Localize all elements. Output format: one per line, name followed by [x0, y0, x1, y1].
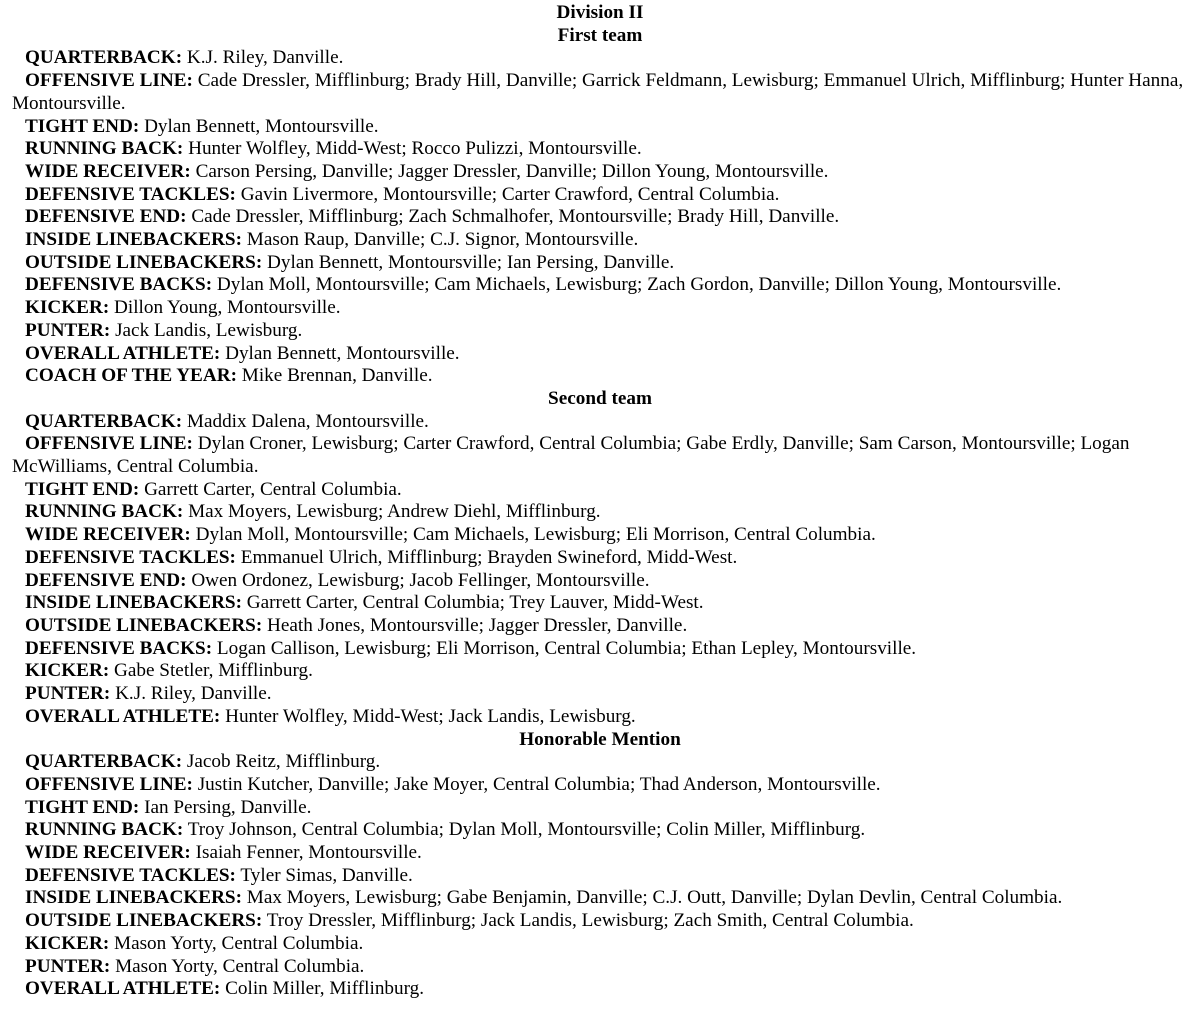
position-entry: [12, 706, 1188, 729]
players-list: Carson Persing, Danville; Jagger Dressler, Danville; Dillon Young, Montoursville.: [195, 160, 829, 182]
position-label: KICKER:: [25, 297, 110, 319]
team-section: [12, 25, 1188, 388]
position-entry: [12, 184, 1188, 207]
position-entry: [12, 229, 1188, 252]
players-list: Troy Dressler, Mifflinburg; Jack Landis, Lewisburg; Zach Smith, Central Columbia.: [266, 910, 914, 932]
players-list: Emmanuel Ulrich, Mifflinburg; Brayden Swineford, Midd-West.: [240, 546, 738, 568]
position-label: QUARTERBACK:: [25, 410, 183, 432]
position-entry: [12, 297, 1188, 320]
position-entry: [12, 638, 1188, 661]
position-label: COACH OF THE YEAR:: [25, 365, 237, 387]
players-list: Dylan Bennett, Montoursville; Ian Persing, Danville.: [267, 251, 675, 273]
position-label: OFFENSIVE LINE:: [25, 773, 193, 795]
position-entry: [12, 615, 1188, 638]
position-label: OFFENSIVE LINE:: [25, 433, 193, 455]
position-entry: [12, 479, 1188, 502]
players-list: Hunter Wolfley, Midd-West; Rocco Pulizzi, Montoursville.: [188, 138, 642, 160]
players-list: Dylan Moll, Montoursville; Cam Michaels, Lewisburg; Eli Morrison, Central Columbia.: [195, 524, 876, 546]
players-list: Dylan Bennett, Montoursville.: [225, 342, 460, 364]
position-entry: [12, 819, 1188, 842]
players-list: Colin Miller, Mifflinburg.: [225, 978, 425, 1000]
position-label: PUNTER:: [25, 955, 111, 977]
players-list: Gavin Livermore, Montoursville; Carter Crawford, Central Columbia.: [240, 183, 780, 205]
players-list: Mike Brennan, Danville.: [241, 365, 433, 387]
players-list: Garrett Carter, Central Columbia; Trey Lauver, Midd-West.: [246, 592, 704, 614]
position-label: WIDE RECEIVER:: [25, 842, 191, 864]
position-label: RUNNING BACK:: [25, 501, 184, 523]
players-list: Owen Ordonez, Lewisburg; Jacob Fellinger, Montoursville.: [191, 569, 650, 591]
players-list: Ian Persing, Danville.: [144, 796, 312, 818]
position-label: INSIDE LINEBACKERS:: [25, 229, 242, 251]
position-entry: [12, 842, 1188, 865]
position-entry: [12, 47, 1188, 70]
position-entry: [12, 547, 1188, 570]
position-label: OVERALL ATHLETE:: [25, 705, 221, 727]
players-list: Dylan Bennett, Montoursville.: [144, 115, 379, 137]
position-label: RUNNING BACK:: [25, 138, 184, 160]
position-label: OUTSIDE LINEBACKERS:: [25, 910, 263, 932]
position-entry: [12, 910, 1188, 933]
position-entry: [12, 274, 1188, 297]
position-entry: [12, 70, 1188, 115]
players-list: Maddix Dalena, Montoursville.: [186, 410, 429, 432]
position-label: PUNTER:: [25, 319, 111, 341]
players-list: Max Moyers, Lewisburg; Gabe Benjamin, Danville; C.J. Outt, Danville; Dylan Devlin, Central Columbia.: [246, 887, 1063, 909]
position-entry: [12, 343, 1188, 366]
players-list: Heath Jones, Montoursville; Jagger Dressler, Danville.: [267, 614, 688, 636]
players-list: Mason Yorty, Central Columbia.: [114, 932, 364, 954]
position-entry: [12, 206, 1188, 229]
players-list: K.J. Riley, Danville.: [115, 683, 272, 705]
position-entry: [12, 320, 1188, 343]
players-list: Garrett Carter, Central Columbia.: [144, 478, 402, 500]
position-entry: [12, 797, 1188, 820]
position-entry: [12, 138, 1188, 161]
players-list: Gabe Stetler, Mifflinburg.: [114, 660, 313, 682]
position-entry: [12, 933, 1188, 956]
players-list: Justin Kutcher, Danville; Jake Moyer, Central Columbia; Thad Anderson, Montoursville.: [197, 773, 881, 795]
position-entry: [12, 887, 1188, 910]
players-list: Dillon Young, Montoursville.: [114, 297, 341, 319]
position-entry: [12, 660, 1188, 683]
position-label: QUARTERBACK:: [25, 751, 183, 773]
position-entry: [12, 751, 1188, 774]
position-label: DEFENSIVE BACKS:: [25, 274, 213, 296]
position-entry: [12, 433, 1188, 478]
position-label: DEFENSIVE TACKLES:: [25, 546, 236, 568]
position-label: TIGHT END:: [25, 796, 140, 818]
section-title: Second team: [548, 387, 652, 409]
position-entry: [12, 865, 1188, 888]
players-list: Logan Callison, Lewisburg; Eli Morrison, Central Columbia; Ethan Lepley, Montoursville.: [216, 637, 917, 659]
team-section: [12, 729, 1188, 1001]
position-entry: [12, 501, 1188, 524]
position-label: INSIDE LINEBACKERS:: [25, 592, 242, 614]
position-label: QUARTERBACK:: [25, 47, 183, 69]
position-label: DEFENSIVE TACKLES:: [25, 183, 236, 205]
section-title: First team: [557, 24, 643, 46]
players-list: Dylan Croner, Lewisburg; Carter Crawford, Central Columbia; Gabe Erdly, Danville; Sam Carson, Montoursville; Logan McWilliams, Central Columbia.: [12, 433, 1130, 478]
players-list: Jack Landis, Lewisburg.: [115, 319, 303, 341]
position-label: INSIDE LINEBACKERS:: [25, 887, 242, 909]
position-label: TIGHT END:: [25, 478, 140, 500]
position-label: OUTSIDE LINEBACKERS:: [25, 614, 263, 636]
team-section: [12, 388, 1188, 729]
position-entry: [12, 411, 1188, 434]
position-label: WIDE RECEIVER:: [25, 524, 191, 546]
position-entry: [12, 524, 1188, 547]
position-entry: [12, 592, 1188, 615]
players-list: Cade Dressler, Mifflinburg; Zach Schmalhofer, Montoursville; Brady Hill, Danville.: [191, 206, 840, 228]
position-label: OUTSIDE LINEBACKERS:: [25, 251, 263, 273]
players-list: Cade Dressler, Mifflinburg; Brady Hill, Danville; Garrick Feldmann, Lewisburg; Emmanuel Ulrich, Mifflinburg; Hunter Hanna, Montoursville.: [12, 70, 1184, 114]
position-entry: [12, 252, 1188, 275]
position-entry: [12, 116, 1188, 139]
position-entry: [12, 570, 1188, 593]
players-list: Dylan Moll, Montoursville; Cam Michaels, Lewisburg; Zach Gordon, Danville; Dillon Young, Montoursville.: [216, 274, 1062, 296]
players-list: Isaiah Fenner, Montoursville.: [195, 842, 422, 864]
position-label: DEFENSIVE END:: [25, 206, 187, 228]
players-list: Troy Johnson, Central Columbia; Dylan Moll, Montoursville; Colin Miller, Mifflinburg.: [187, 819, 866, 841]
position-label: TIGHT END:: [25, 115, 140, 137]
position-label: OFFENSIVE LINE:: [25, 70, 193, 92]
position-label: OVERALL ATHLETE:: [25, 978, 221, 1000]
players-list: Jacob Reitz, Mifflinburg.: [186, 751, 381, 773]
position-label: WIDE RECEIVER:: [25, 160, 191, 182]
position-label: KICKER:: [25, 932, 110, 954]
players-list: K.J. Riley, Danville.: [186, 47, 344, 69]
position-entry: [12, 774, 1188, 797]
position-entry: [12, 161, 1188, 184]
players-list: Hunter Wolfley, Midd-West; Jack Landis, Lewisburg.: [225, 705, 636, 727]
position-label: RUNNING BACK:: [25, 819, 184, 841]
position-entry: [12, 956, 1188, 979]
players-list: Max Moyers, Lewisburg; Andrew Diehl, Mifflinburg.: [188, 501, 601, 523]
division-title: Division II: [556, 2, 644, 23]
sections-container: [12, 25, 1188, 1001]
players-list: Tyler Simas, Danville.: [240, 864, 413, 886]
position-label: OVERALL ATHLETE:: [25, 342, 221, 364]
section-title: Honorable Mention: [519, 728, 681, 750]
players-list: Mason Raup, Danville; C.J. Signor, Montoursville.: [246, 229, 639, 251]
position-label: DEFENSIVE BACKS:: [25, 637, 213, 659]
position-entry: [12, 978, 1188, 1001]
position-label: PUNTER:: [25, 683, 111, 705]
position-label: DEFENSIVE END:: [25, 569, 187, 591]
position-entry: [12, 365, 1188, 388]
position-entry: [12, 683, 1188, 706]
position-label: KICKER:: [25, 660, 110, 682]
players-list: Mason Yorty, Central Columbia.: [115, 955, 365, 977]
position-label: DEFENSIVE TACKLES:: [25, 864, 236, 886]
